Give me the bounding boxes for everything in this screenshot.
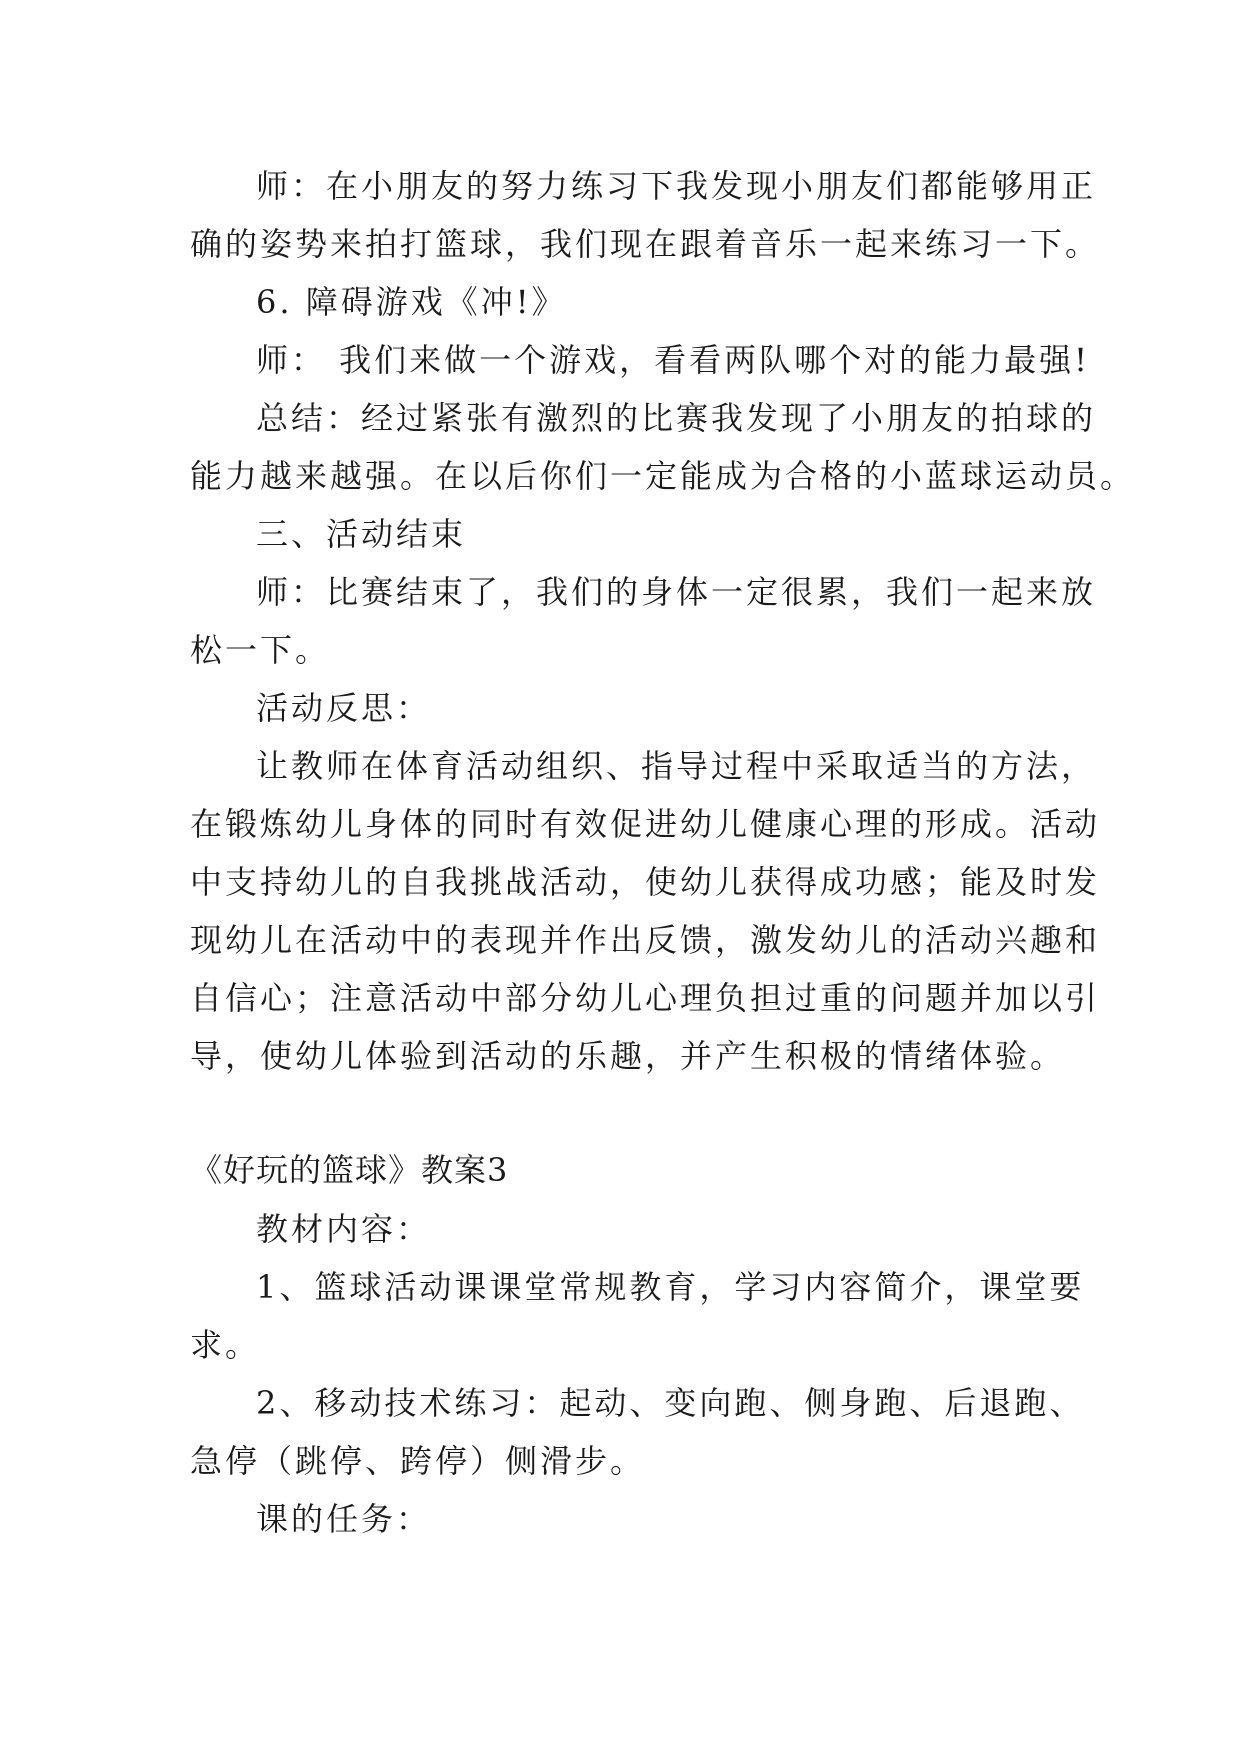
text-line: 确的姿势来拍打篮球，我们现在跟着音乐一起来练习一下。 [190,225,1101,263]
section-heading: 活动反思： [256,689,432,727]
text-line: 自信心；注意活动中部分幼儿心理负担过重的问题并加以引 [190,979,1101,1017]
text-line: 能力越来越强。在以后你们一定能成为合格的小蓝球运动员。 [190,457,1136,495]
text-line: 1、篮球活动课课堂常规教育，学习内容简介，课堂要 [256,1268,1085,1306]
section-heading: 教材内容： [256,1210,432,1248]
text-line: 急停（跳停、跨停）侧滑步。 [190,1442,646,1480]
text-line: 2、移动技术练习：起动、变向跑、侧身跑、后退跑、 [256,1384,1085,1422]
document-title: 《好玩的篮球》教案3 [190,1151,509,1189]
section-heading: 三、活动结束 [256,515,467,553]
text-line: 现幼儿在活动中的表现并作出反馈，激发幼儿的活动兴趣和 [190,921,1101,959]
text-line: 师：比赛结束了，我们的身体一定很累，我们一起来放 [256,573,1097,611]
text-line: 师： 我们来做一个游戏，看看两队哪个对的能力最强! [256,341,1091,379]
text-line: 求。 [190,1326,261,1364]
text-line: 在锻炼幼儿身体的同时有效促进幼儿健康心理的形成。活动 [190,805,1101,843]
text-line: 师：在小朋友的努力练习下我发现小朋友们都能够用正 [256,167,1097,205]
text-line: 让教师在体育活动组织、指导过程中采取适当的方法， [256,747,1097,785]
text-line: 总结：经过紧张有激烈的比赛我发现了小朋友的拍球的 [256,399,1097,437]
text-line: 中支持幼儿的自我挑战活动，使幼儿获得成功感；能及时发 [190,863,1101,901]
text-line: 松一下。 [190,631,331,669]
section-heading: 课的任务： [256,1500,432,1538]
section-heading: 6. 障碍游戏《冲!》 [256,283,567,321]
text-line: 导，使幼儿体验到活动的乐趣，并产生积极的情绪体验。 [190,1037,1066,1075]
